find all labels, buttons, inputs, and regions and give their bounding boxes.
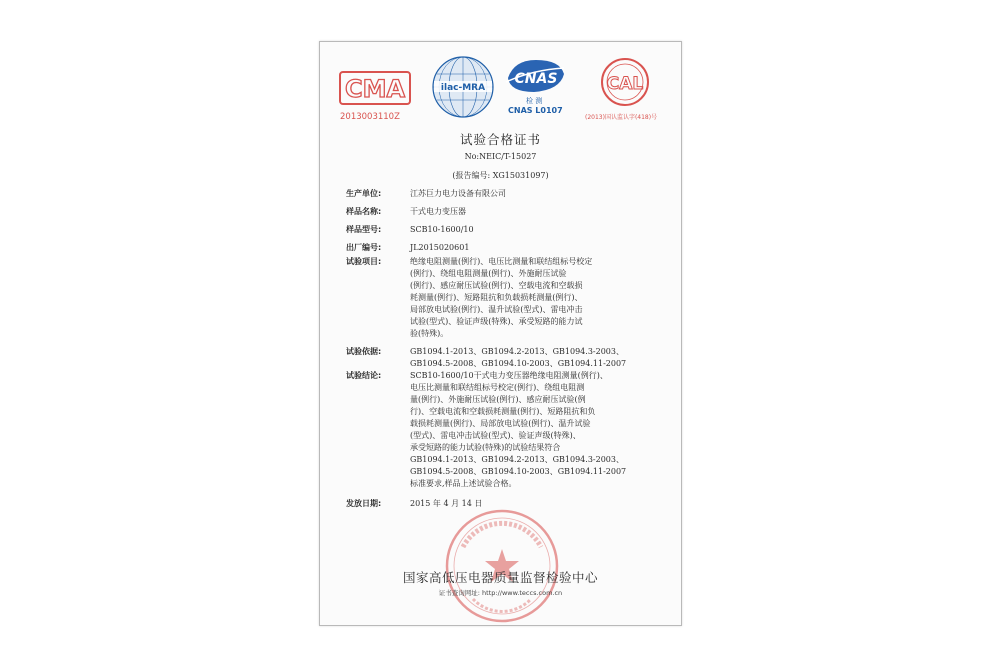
cal-logo-graphic	[595, 56, 655, 108]
seal-icon	[443, 507, 561, 625]
ilac-mra-logo	[430, 54, 496, 120]
cal-logo	[585, 56, 658, 121]
cnas-logo-graphic	[502, 56, 568, 96]
field-value: GB1094.1-2013、GB1094.2-2013、GB1094.3-2003、 GB1094.5-2008、GB1094.10-2003、GB1094.11-2007	[410, 347, 627, 368]
cma-logo-graphic	[338, 66, 412, 110]
cma-number: 2013003110Z	[340, 112, 400, 122]
field-label: 试验结论:	[346, 371, 382, 380]
cnas-number: CNAS L0107	[508, 106, 563, 115]
field-value: SCB10-1600/10	[410, 225, 474, 234]
ilac-logo-text: ilac-MRA	[440, 83, 486, 93]
certificate-page	[319, 41, 682, 626]
field-value: JL2015020601	[410, 243, 470, 252]
field-value: 2015 年 4 月 14 日	[410, 499, 483, 508]
cnas-sub-label: 检 测	[526, 97, 543, 105]
field-label: 试验依据:	[346, 347, 382, 356]
field-value: 干式电力变压器	[410, 207, 466, 216]
field-label: 生产单位:	[346, 189, 382, 198]
field-label: 出厂编号:	[346, 243, 382, 252]
certificate-title: 试验合格证书	[459, 132, 541, 147]
cal-logo-text: CAL	[606, 74, 644, 94]
field-value: 绝缘电阻测量(例行)、电压比测量和联结组标号校定 (例行)、绕组电阻测量(例行)、外施耐压试验 (例行)、感应耐压试验(例行)、空载电流和空载损 耗测量(例行)、短路阻抗和负载损耗测量(例行)、 局部放电试验(例行)、温升试验(型式)、雷电冲击 试验(型式)、验证声级(特殊)、承受短路的能力试 验(特殊)。	[410, 257, 593, 338]
field-label: 样品型号:	[346, 225, 382, 234]
cnas-logo-text: CNAS	[514, 71, 558, 87]
field-label: 发放日期:	[346, 499, 382, 508]
cnas-logo	[502, 56, 568, 115]
issuing-organization: 国家高低压电器质量监督检验中心	[402, 570, 598, 585]
report-number: (报告编号: XG15031097)	[452, 171, 549, 180]
cma-logo	[338, 66, 412, 122]
field-value: 江苏巨力电力设备有限公司	[410, 189, 506, 198]
cma-logo-text: CMA	[344, 75, 406, 103]
field-value: SCB10-1600/10干式电力变压器绝缘电阻测量(例行)、 电压比测量和联结组标号校定(例行)、绕组电阻测 量(例行)、外施耐压试验(例行)、感应耐压试验(例 行)、空载电流和空载损耗测量(例行)、短路阻抗和负 载损耗测量(例行)、局部放电试验(例行)、温升试验 (型式)、雷电冲击试验(型式)、验证声级(特殊)、 承受短路的能力试验(特殊)的试验结果符合 GB1094.1-2013、GB1094.2-2013、GB1094.3-2003、 GB1094.5-2008、GB1094.10-2003、GB1094.11-2007 标准要求,样品上述试验合格。	[410, 371, 627, 488]
verification-url: 证书查询网址: http://www.teccs.com.cn	[438, 589, 563, 597]
field-label: 试验项目:	[346, 257, 382, 266]
cal-number: (2013)国认监认字(418)号	[585, 114, 658, 121]
field-label: 样品名称:	[346, 207, 382, 216]
ilac-globe-icon	[430, 54, 496, 120]
certificate-number: No:NEIC/T-15027	[464, 152, 537, 161]
